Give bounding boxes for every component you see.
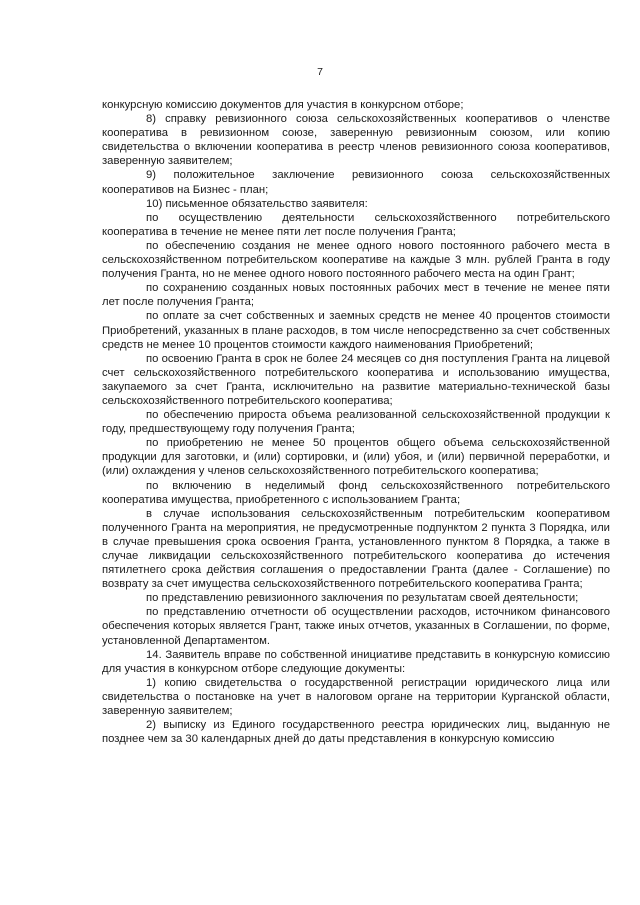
paragraph: 1) копию свидетельства о государственной регистрации юридического лица или свидетельства о постановке на учет в налоговом органе на территории Курганской области, заверенную заявителем; <box>102 676 610 718</box>
paragraph: 10) письменное обязательство заявителя: <box>146 197 368 210</box>
paragraph: по представлению ревизионного заключения по результатам своей деятельности; <box>146 592 579 605</box>
paragraph: по представлению отчетности об осуществлении расходов, источником финансового обеспечения которых является Грант, также иных отчетов, указанных в Соглашении, по форме, установленной Департаментом. <box>102 606 610 647</box>
paragraph: по обеспечению создания не менее одного нового постоянного рабочего места в сельскохозяйственном потребительском кооперативе на каждые 3 млн. рублей Гранта в году получения Гранта, но не менее одного нового постоянного рабочего места на один Грант; <box>102 239 610 281</box>
paragraph: 14. Заявитель вправе по собственной инициативе представить в конкурсную комиссию для участия в конкурсном отборе следующие документы: <box>102 648 610 675</box>
paragraph: по включению в неделимый фонд сельскохозяйственного потребительского кооператива имущества, приобретенного с использованием Гранта; <box>102 479 610 506</box>
paragraph: конкурсную комиссию документов для участия в конкурсном отборе; <box>102 99 464 111</box>
paragraph: 9) положительное заключение ревизионного союза сельскохозяйственных кооперативов на Бизнес - план; <box>102 169 610 196</box>
paragraph: по осуществлению деятельности сельскохозяйственного потребительского кооператива в течение не менее пяти лет после получения Гранта; <box>102 211 610 238</box>
paragraph: по обеспечению прироста объема реализованной сельскохозяйственной продукции к году, предшествующему году получения Гранта; <box>102 409 610 436</box>
paragraph: по оплате за счет собственных и заемных средств не менее 40 процентов стоимости Приобретений, указанных в плане расходов, в том числе непосредственно за счет собственных средств не менее 10 процентов стоимости каждого наименования Приобретений; <box>102 310 610 351</box>
document-text <box>102 98 610 746</box>
paragraph: по приобретению не менее 50 процентов общего объема сельскохозяйственной продукции для заготовки, и (или) сортировки, и (или) убоя, и (или) первичной переработки, и (или) охлаждения у членов сельскохозяйственного потребительского кооператива; <box>102 437 610 478</box>
page-number: 7 <box>317 66 323 78</box>
paragraph: по освоению Гранта в срок не более 24 месяцев со дня поступления Гранта на лицевой счет сельскохозяйственного потребительского кооператива и использованию имущества, закупаемого за счет Гранта, исключительно на развитие материально-технической базы сельскохозяйственного потребительского кооператива; <box>102 352 610 407</box>
paragraph: 8) справку ревизионного союза сельскохозяйственных кооперативов о членстве кооператива в ревизионном союзе, заверенную ревизионным союзом, или копию свидетельства о включении кооператива в реестр членов ревизионного союза кооперативов, заверенную заявителем; <box>102 113 610 168</box>
paragraph: по сохранению созданных новых постоянных рабочих мест в течение не менее пяти лет после получения Гранта; <box>102 282 610 309</box>
paragraph: в случае использования сельскохозяйственным потребительским кооперативом полученного Гранта на мероприятия, не предусмотренные подпунктом 2 пункта 3 Порядка, или в случае превышения срока освоения Гранта, установленного пунктом 8 Порядка, а также в случае ликвидации сельскохозяйственного потребительского кооператива до истечения пятилетнего срока действия соглашения о предоставлении Гранта (далее - Соглашение) по возврату за счет имущества сельскохозяйственного потребительского кооператива Гранта; <box>102 507 610 591</box>
paragraph: 2) выписку из Единого государственного реестра юридических лиц, выданную не позднее чем за 30 календарных дней до даты представления в конкурсную комиссию <box>102 719 610 746</box>
